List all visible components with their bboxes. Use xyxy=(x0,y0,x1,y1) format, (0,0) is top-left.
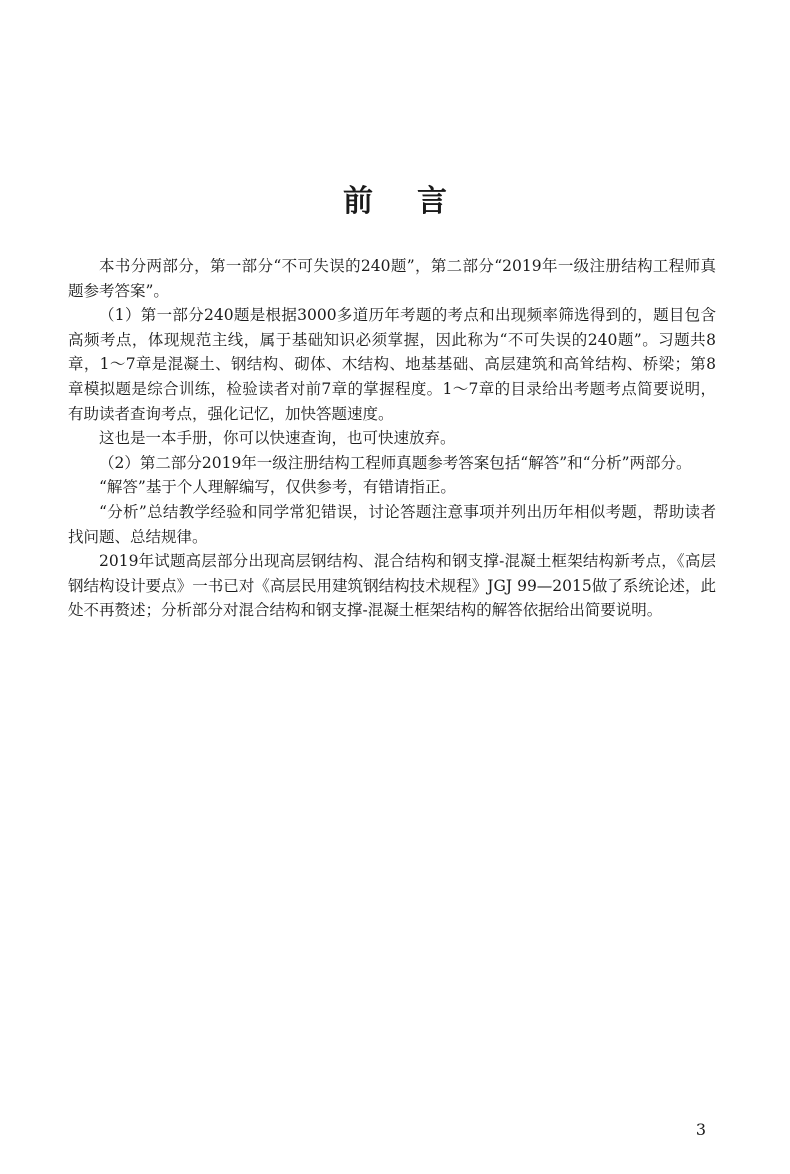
page-title: 前言 xyxy=(343,184,491,219)
paragraph: “解答”基于个人理解编写，仅供参考，有错请指正。 xyxy=(99,478,456,497)
paragraph: 本书分两部分，第一部分“不可失误的240题”，第二部分“2019年一级注册结构工程师真题参考答案”。 xyxy=(68,257,716,300)
preface-body xyxy=(68,254,716,623)
paragraph: “分析”总结教学经验和同学常犯错误，讨论答题注意事项并列出历年相似考题，帮助读者找问题、总结规律。 xyxy=(68,502,716,546)
paragraph: （1）第一部分240题是根据3000多道历年考题的考点和出现频率筛选得到的，题目包含高频考点，体现规范主线，属于基础知识必须掌握，因此称为“不可失误的240题”。习题共8章，1～7章是混凝土、钢结构、砌体、木结构、地基基础、高层建筑和高耸结构、桥梁；第8章模拟题是综合训练，检验读者对前7章的掌握程度。1～7章的目录给出考题考点简要说明，有助读者查询考点，强化记忆，加快答题速度。 xyxy=(68,306,716,423)
page-number: 3 xyxy=(695,1120,706,1139)
paragraph: 这也是一本手册，你可以快速查询，也可快速放弃。 xyxy=(99,429,456,448)
paragraph: 2019年试题高层部分出现高层钢结构、混合结构和钢支撑-混凝土框架结构新考点，《高层钢结构设计要点》一书已对《高层民用建筑钢结构技术规程》JGJ 99—2015做了系统论述，此处不再赘述；分析部分对混合结构和钢支撑-混凝土框架结构的解答依据给出简要说明。 xyxy=(68,552,716,620)
paragraph: （2）第二部分2019年一级注册结构工程师真题参考答案包括“解答”和“分析”两部分。 xyxy=(99,453,692,472)
